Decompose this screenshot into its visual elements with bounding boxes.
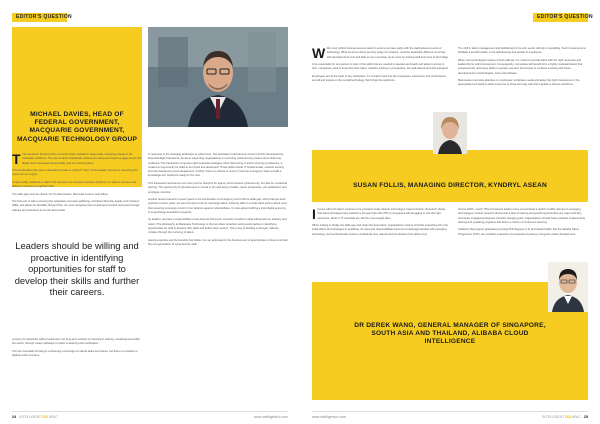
left-body-col1-bottom: country of productivity within businesses, the long-term solution is investing in training, vocational and within the sector, through career pathways to better to learning and certification. The four Australian Nursing is confronting a shortage of cultural tasks and issues, but there is a solution to address both concerns. — [12, 338, 141, 358]
left-body-col2: In response to the changing landscape of cybercrime, The Australian Cybersecurity Centre (ACSC) developed the Essential Eight framework, aimed at supporting organisations in improving cybersecurity posture and enhancing resilience. The framework comprises eight essential strategies. More than being crucial in shoring up defences, it creates an opportunity for skills to be honed and developed. Those skills include IT fundamentals, network security and risk assessment and management. Further, there's a chance to move IT past the emergency state to build a knowledge-rich workforce ready for the next. This framework represents more than just the blueprint for agency and business cybersecurity, but also for vocational training. The opportunity for development is crucial to the well-being of skills, career progression, job satisfaction and employee retention. Another lesson learned in recent years is the combination of emergency tool to fill the skills gap. More that has been pushed in recent years, we were forced to look for sovereign talent, fostering skills in a local talent pool is about more than ensuring sovereign control of our defence against vulnerabilities. It's also about building a local digital economy to supercharge Australia's prosperity. As leaders, we have a responsibility to look beyond short-term company benefits to what will benefit our industry and nation. The philosophy at Macquarie Technology is that we share proactive vetting and practice in identifying opportunities for staff to develop their skills and further their careers. This is key to building a stronger national mindset through the nurturing of talent. Having expertise and the benefits that follow, I am an advocate for the development of opportunities to foster and train the next generation of cybersecurity staff. — [148, 153, 288, 247]
footer-rule — [312, 411, 588, 412]
right-mid-col1: I Issues with tech talent continue to be prevalent today despite technology's rapid evolution. Research shows that talent shortages have reached a 16-year high with 75% of companies still struggling to hire the right personnel. Roles in IT and Data are still the most sought after. When looking to bridge the skills gap and retain the best talent, organisations need to prioritise everything from the initial efforts and strategies or upskilling. As roles and responsibilities become increasingly blended with emerging technology, tech professionals need to consistently stay relevant and be ahead of the skills curve. — [312, 208, 448, 236]
derek-wang-photo — [548, 262, 588, 312]
name-banner-1 — [312, 150, 588, 202]
magazine-name: INTELLIGENT CIO APAC — [542, 415, 581, 419]
page-number: 24 — [12, 415, 17, 419]
right-footer-website[interactable]: www.intelligentcio.com — [312, 415, 347, 419]
michael-davies-photo — [148, 27, 288, 127]
person-name-2: DR DEREK WANG, GENERAL MANAGER OF SINGAPORE, SOUTH ASIA AND THAILAND, ALIBABA CLOUD INTELLIGENCE — [354, 322, 546, 346]
right-page — [300, 0, 600, 424]
editors-question-tag: EDITOR'S QUESTION — [533, 13, 588, 22]
editors-question-tag: EDITOR'S QUESTION — [12, 13, 67, 22]
drop-cap: W — [312, 47, 326, 61]
drop-cap: T — [12, 153, 21, 167]
person-name-1: SUSAN FOLLIS, MANAGING DIRECTOR, KYNDRYL ASEAN — [353, 182, 547, 189]
right-intro-col2: The shift in talent management and facilitating for the tech sector will rely on upskilling. Such investments to facilitate a transformation in the skill learning and growth of employees. When new technologies require a fresh skill set, it's crucial to provide talent with the right resources and leadership for self-improvement. Consequently, companies will benefit from a highly motivated talent that possesses the necessary skills to operate new tech and ensure to continue evolving with future developments in technologies, tools and software. Businesses must stay attentive on employees' workplace needs and adopt the right investments in the appropriate tech stack to allow everyone to thrive and stay well and maintain a diverse workforce. — [458, 47, 586, 87]
name-panel-2 — [312, 282, 588, 400]
left-footer — [12, 415, 58, 419]
page-number: 25 — [583, 415, 588, 419]
right-intro-col1: W We must rethink how we execute talent to ensure we have parity with the rapid advancements of technology. What we know about security today, for instance, could be drastically different tomorrow, with developments in AI and data so we must keep up as more by training staff and more to the bridge. AI is a specialist for one person in topic of the skills that are needed to develop and teach and adopt it across in tech, companies need to know that their talent, whether existing or prospective, are well-trained and well-equipped. Employees are at the heart of any workplace. It's crucial to look into the employees' experience and performance and all and impact on the overall technology that brings the workforce. — [312, 47, 449, 83]
footer-rule — [12, 411, 288, 412]
right-footer — [542, 415, 588, 419]
drop-cap: I — [312, 208, 316, 222]
pull-quote: Leaders should be willing and proactive in identifying opportunities for staff to develop their skills and further their careers. — [14, 240, 140, 297]
left-body-col1: T The pandemic forced a chain of events which resulted in large-scale, sweeping change in the Australian workforce. The rate at which individuals, businesses and governments engage across the digital realm increased exponentially, and isn't slowing down. This acceleration has seen a dramatic increase in critical IT roles. Unfortunately, demand is everything but 'green' for our supply. A high-quality workforce is vital to the success of a company and also critical to our nation's success and ability to compete on a global scale. The skills gap must be closed, but it's downstream. Band-aid nurture must follow. The first port of call is ensuring the workplace promotes wellbeing, prioritises Diversity, Equity and Inclusion (DEI), and allows for flexibility. Beyond this, we must recognise that competing for limited resources through salaries and incentives is not the silver bullet. — [12, 153, 142, 212]
right-mid-col2: Across APAC, nearly 75% of business leaders have encountered a dearth of skills relevant to emerging technologies. Further research shows that a lack of training and growth opportunities are major and why previously engaged employees consider changing jobs. Organisations should have proactive implementing training and upskilling programs that foster a culture of continuous learning. Initiatives that support graduates pursuing PhD degrees in AI and related fields, like the Alibaba Talent Programme (ATP), are excellent examples of companies investing in long-term talent development. — [458, 208, 585, 236]
magazine-name: INTELLIGENT CIO APAC — [19, 415, 58, 419]
susan-follis-photo — [433, 112, 467, 154]
left-footer-website[interactable]: www.intelligentcio.com — [253, 415, 288, 419]
person-name: MICHAEL DAVIES, HEAD OF FEDERAL GOVERNMENT, MACQUARIE GOVERNMENT, MACQUARIE TECHNOLOGY GROUP — [16, 111, 138, 143]
